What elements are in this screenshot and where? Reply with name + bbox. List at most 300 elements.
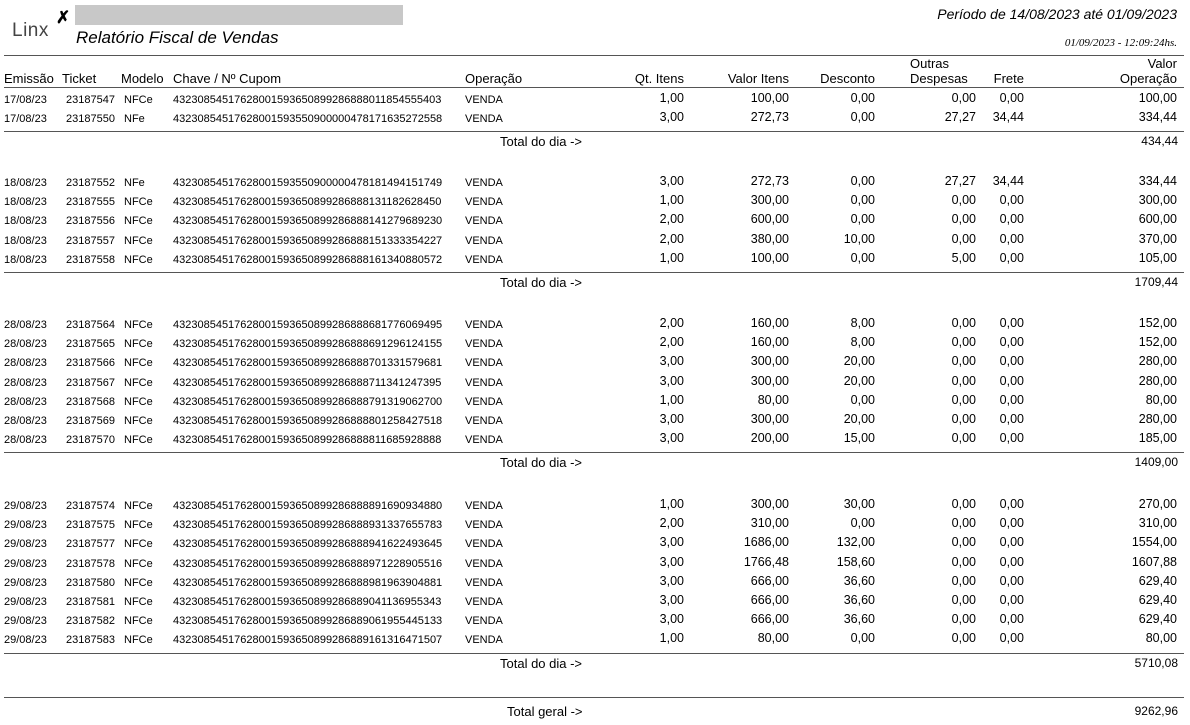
cell-frete: 0,00 (999, 573, 1024, 588)
day-total-rule (4, 452, 1184, 453)
table-row (0, 232, 1190, 251)
cell-outras: 0,00 (951, 573, 976, 588)
cell-qt: 3,00 (659, 431, 684, 446)
cell-valor: 1686,00 (743, 535, 789, 550)
cell-outras: 0,00 (951, 392, 976, 407)
day-total-label: Total do dia -> (500, 455, 583, 471)
cell-operacao: VENDA (465, 376, 503, 389)
cell-ticket: 23187555 (66, 196, 115, 209)
cell-date: 17/08/23 (4, 94, 47, 106)
report-period: Período de 14/08/2023 até 01/09/2023 (937, 6, 1177, 22)
cell-outras: 0,00 (951, 516, 976, 531)
header-bottom-rule (4, 87, 1184, 88)
table-row (0, 574, 1190, 593)
linx-logo (12, 6, 72, 42)
cell-chave: 43230854517628001593650899286888971228905516 (173, 557, 443, 570)
cell-modelo: NFCe (124, 395, 153, 408)
cell-valor_op: 629,40 (1138, 573, 1177, 588)
cell-modelo: NFCe (124, 634, 153, 647)
cell-operacao: VENDA (465, 196, 503, 209)
day-total-value: 1709,44 (1134, 275, 1178, 289)
cell-operacao: VENDA (465, 319, 503, 331)
cell-outras: 0,00 (951, 373, 976, 388)
cell-desconto: 15,00 (843, 431, 875, 446)
cell-frete: 0,00 (999, 612, 1024, 627)
cell-frete: 0,00 (999, 91, 1024, 105)
cell-date: 29/08/23 (4, 538, 47, 551)
cell-date: 28/08/23 (4, 434, 47, 447)
cell-ticket: 23187564 (66, 319, 115, 331)
cell-modelo: NFCe (124, 253, 153, 266)
cell-ticket: 23187547 (66, 94, 115, 106)
grand-total-value: 9262,96 (1134, 704, 1178, 718)
day-total-value: 5710,08 (1134, 655, 1178, 670)
cell-valor: 300,00 (750, 412, 789, 426)
cell-frete: 0,00 (999, 212, 1024, 227)
cell-operacao: VENDA (465, 253, 503, 266)
cell-valor_op: 629,40 (1138, 593, 1177, 607)
table-row (0, 110, 1190, 129)
table-row (0, 335, 1190, 354)
logo-x-mark-icon: ✗ (56, 8, 71, 27)
cell-outras: 27,27 (944, 110, 976, 125)
col-qt-itens: Qt. Itens (634, 71, 684, 86)
cell-frete: 0,00 (999, 392, 1024, 407)
cell-outras: 0,00 (951, 193, 976, 208)
table-row (0, 393, 1190, 412)
cell-ticket: 23187578 (66, 557, 115, 570)
cell-date: 28/08/23 (4, 338, 47, 351)
cell-ticket: 23187574 (66, 500, 115, 512)
cell-chave: 43230854517628001593550900000478181494151749 (173, 177, 443, 189)
cell-frete: 0,00 (999, 593, 1024, 607)
table-row (0, 612, 1190, 631)
cell-outras: 0,00 (951, 412, 976, 426)
col-valor-itens: Valor Itens (727, 71, 789, 86)
day-total-label: Total do dia -> (500, 655, 583, 671)
cell-chave: 43230854517628001593650899286888711341247395 (173, 376, 442, 389)
cell-desconto: 36,60 (843, 612, 875, 627)
cell-operacao: VENDA (465, 500, 503, 512)
cell-valor_op: 280,00 (1138, 354, 1177, 369)
cell-date: 18/08/23 (4, 196, 47, 209)
cell-date: 29/08/23 (4, 634, 47, 647)
cell-date: 28/08/23 (4, 415, 47, 427)
cell-frete: 34,44 (992, 110, 1024, 125)
cell-qt: 1,00 (659, 91, 684, 105)
cell-modelo: NFCe (124, 415, 153, 427)
cell-desconto: 0,00 (850, 91, 875, 105)
cell-frete: 0,00 (999, 535, 1024, 550)
cell-frete: 0,00 (999, 497, 1024, 511)
cell-modelo: NFCe (124, 376, 153, 389)
cell-ticket: 23187580 (66, 576, 115, 589)
cell-chave: 43230854517628001593650899286888801258427518 (173, 415, 443, 427)
cell-ticket: 23187570 (66, 434, 115, 447)
cell-valor: 600,00 (750, 212, 789, 227)
cell-ticket: 23187556 (66, 215, 115, 228)
cell-qt: 3,00 (659, 573, 684, 588)
cell-frete: 0,00 (999, 250, 1024, 265)
cell-valor: 666,00 (750, 573, 789, 588)
cell-chave: 43230854517628001593650899286888681776069495 (173, 319, 443, 331)
cell-valor_op: 152,00 (1138, 335, 1177, 350)
cell-modelo: NFe (124, 177, 145, 189)
cell-frete: 0,00 (999, 431, 1024, 446)
cell-date: 28/08/23 (4, 395, 47, 408)
cell-valor_op: 105,00 (1138, 250, 1177, 265)
cell-outras: 0,00 (951, 593, 976, 607)
cell-modelo: NFCe (124, 434, 153, 447)
cell-ticket: 23187558 (66, 253, 115, 266)
table-row (0, 516, 1190, 535)
cell-frete: 0,00 (999, 516, 1024, 531)
cell-valor_op: 152,00 (1138, 316, 1177, 330)
cell-modelo: NFCe (124, 338, 153, 351)
cell-valor_op: 1554,00 (1131, 535, 1177, 550)
cell-date: 29/08/23 (4, 615, 47, 628)
cell-valor: 300,00 (750, 373, 789, 388)
cell-valor: 160,00 (750, 335, 789, 350)
cell-date: 18/08/23 (4, 177, 47, 189)
cell-chave: 43230854517628001593650899286888941622493645 (173, 538, 443, 551)
cell-valor_op: 80,00 (1145, 631, 1177, 646)
cell-operacao: VENDA (465, 113, 503, 126)
cell-frete: 0,00 (999, 193, 1024, 208)
cell-frete: 0,00 (999, 554, 1024, 569)
cell-chave: 43230854517628001593650899286888151333354227 (173, 234, 443, 247)
cell-ticket: 23187557 (66, 234, 115, 247)
cell-outras: 0,00 (951, 316, 976, 330)
cell-outras: 27,27 (944, 174, 976, 188)
cell-date: 28/08/23 (4, 357, 47, 370)
col-outras-line2: Despesas (910, 71, 968, 86)
cell-modelo: NFCe (124, 576, 153, 589)
cell-chave: 43230854517628001593650899286888811685928888 (173, 434, 442, 447)
cell-qt: 3,00 (659, 174, 684, 188)
cell-modelo: NFe (124, 113, 145, 126)
cell-operacao: VENDA (465, 215, 503, 228)
cell-date: 29/08/23 (4, 500, 47, 512)
cell-desconto: 0,00 (850, 392, 875, 407)
cell-valor: 80,00 (757, 392, 789, 407)
cell-outras: 0,00 (951, 231, 976, 246)
col-chave: Chave / Nº Cupom (173, 71, 282, 86)
cell-modelo: NFCe (124, 538, 153, 551)
cell-ticket: 23187577 (66, 538, 115, 551)
logo-text: Linx (12, 20, 49, 41)
cell-chave: 43230854517628001593650899286888701331579681 (173, 357, 443, 370)
cell-desconto: 36,60 (843, 593, 875, 607)
printed-at: 01/09/2023 - 12:09:24hs. (1064, 37, 1177, 49)
cell-date: 29/08/23 (4, 576, 47, 589)
cell-chave: 43230854517628001593650899286888791319062700 (173, 395, 443, 408)
cell-modelo: NFCe (124, 596, 153, 608)
cell-valor_op: 280,00 (1138, 373, 1177, 388)
cell-ticket: 23187575 (66, 519, 115, 532)
cell-qt: 1,00 (659, 497, 684, 511)
day-total-rule (4, 653, 1184, 654)
cell-operacao: VENDA (465, 94, 503, 106)
cell-desconto: 20,00 (843, 412, 875, 426)
cell-desconto: 20,00 (843, 373, 875, 388)
cell-qt: 3,00 (659, 354, 684, 369)
grand-total-rule (4, 697, 1184, 698)
cell-frete: 0,00 (999, 231, 1024, 246)
table-row (0, 354, 1190, 373)
cell-operacao: VENDA (465, 519, 503, 532)
cell-ticket: 23187552 (66, 177, 115, 189)
day-total-value: 434,44 (1141, 134, 1178, 149)
cell-frete: 0,00 (999, 354, 1024, 369)
cell-date: 18/08/23 (4, 234, 47, 247)
cell-outras: 0,00 (951, 335, 976, 350)
table-row (0, 193, 1190, 212)
cell-qt: 2,00 (659, 231, 684, 246)
cell-valor: 272,73 (750, 110, 789, 125)
table-row (0, 412, 1190, 431)
table-row (0, 374, 1190, 393)
cell-valor: 666,00 (750, 593, 789, 607)
cell-qt: 2,00 (659, 316, 684, 330)
redacted-company-name (75, 5, 403, 25)
cell-modelo: NFCe (124, 357, 153, 370)
table-row (0, 174, 1190, 193)
table-row (0, 631, 1190, 650)
cell-modelo: NFCe (124, 615, 153, 628)
cell-operacao: VENDA (465, 576, 503, 589)
col-operacao: Operação (465, 71, 523, 86)
cell-chave: 43230854517628001593650899286889041136955343 (173, 596, 442, 608)
table-row (0, 212, 1190, 231)
cell-valor: 300,00 (750, 354, 789, 369)
cell-valor: 272,73 (750, 174, 789, 188)
cell-qt: 2,00 (659, 212, 684, 227)
cell-desconto: 0,00 (850, 174, 875, 188)
cell-qt: 1,00 (659, 631, 684, 646)
cell-chave: 43230854517628001593650899286888161340880572 (173, 253, 443, 266)
day-total-value: 1409,00 (1134, 455, 1178, 470)
cell-chave: 43230854517628001593650899286888011854555403 (173, 94, 442, 106)
cell-operacao: VENDA (465, 234, 503, 247)
cell-modelo: NFCe (124, 215, 153, 228)
cell-qt: 1,00 (659, 193, 684, 208)
cell-qt: 3,00 (659, 110, 684, 125)
cell-outras: 0,00 (951, 91, 976, 105)
cell-ticket: 23187569 (66, 415, 115, 427)
cell-valor: 300,00 (750, 193, 789, 208)
cell-operacao: VENDA (465, 634, 503, 647)
cell-outras: 0,00 (951, 431, 976, 446)
cell-operacao: VENDA (465, 557, 503, 570)
cell-operacao: VENDA (465, 338, 503, 351)
cell-qt: 1,00 (659, 250, 684, 265)
day-total-label: Total do dia -> (500, 275, 583, 290)
table-row (0, 251, 1190, 270)
cell-frete: 0,00 (999, 631, 1024, 646)
cell-modelo: NFCe (124, 500, 153, 512)
cell-ticket: 23187567 (66, 376, 115, 389)
cell-valor: 310,00 (750, 516, 789, 531)
cell-valor: 200,00 (750, 431, 789, 446)
cell-qt: 3,00 (659, 593, 684, 607)
cell-date: 29/08/23 (4, 557, 47, 570)
cell-valor_op: 629,40 (1138, 612, 1177, 627)
cell-modelo: NFCe (124, 94, 153, 106)
cell-valor_op: 100,00 (1138, 91, 1177, 105)
cell-qt: 1,00 (659, 392, 684, 407)
col-outras-line1: Outras (910, 56, 950, 71)
cell-qt: 2,00 (659, 516, 684, 531)
cell-desconto: 20,00 (843, 354, 875, 369)
cell-outras: 0,00 (951, 535, 976, 550)
cell-desconto: 8,00 (850, 335, 875, 350)
cell-valor: 100,00 (750, 91, 789, 105)
cell-outras: 0,00 (951, 612, 976, 627)
cell-operacao: VENDA (465, 395, 503, 408)
cell-valor: 160,00 (750, 316, 789, 330)
cell-outras: 5,00 (951, 250, 976, 265)
day-total-rule (4, 272, 1184, 273)
cell-operacao: VENDA (465, 177, 503, 189)
cell-qt: 3,00 (659, 612, 684, 627)
cell-chave: 43230854517628001593650899286889161316471507 (173, 634, 443, 647)
cell-ticket: 23187565 (66, 338, 115, 351)
col-ticket: Ticket (62, 71, 97, 86)
cell-operacao: VENDA (465, 615, 503, 628)
cell-qt: 3,00 (659, 535, 684, 550)
cell-valor: 666,00 (750, 612, 789, 627)
cell-valor_op: 80,00 (1145, 392, 1177, 407)
col-emissao: Emissão (4, 71, 54, 86)
table-row (0, 431, 1190, 450)
cell-desconto: 158,60 (836, 554, 875, 569)
col-valor-op-line2: Operação (1119, 71, 1177, 86)
cell-ticket: 23187581 (66, 596, 115, 608)
table-row (0, 91, 1190, 110)
cell-outras: 0,00 (951, 631, 976, 646)
cell-date: 29/08/23 (4, 519, 47, 532)
cell-desconto: 0,00 (850, 193, 875, 208)
cell-frete: 0,00 (999, 316, 1024, 330)
cell-chave: 43230854517628001593650899286888141279689230 (173, 215, 443, 228)
cell-modelo: NFCe (124, 319, 153, 331)
cell-outras: 0,00 (951, 354, 976, 369)
table-row (0, 497, 1190, 516)
cell-valor_op: 310,00 (1138, 516, 1177, 531)
cell-valor_op: 280,00 (1138, 412, 1177, 426)
cell-desconto: 36,60 (843, 573, 875, 588)
cell-frete: 0,00 (999, 373, 1024, 388)
table-row (0, 535, 1190, 554)
col-modelo: Modelo (121, 71, 164, 86)
cell-ticket: 23187550 (66, 113, 115, 126)
cell-valor_op: 1607,88 (1131, 554, 1177, 569)
cell-valor: 1766,48 (743, 554, 789, 569)
table-row (0, 316, 1190, 335)
cell-modelo: NFCe (124, 519, 153, 532)
cell-valor: 300,00 (750, 497, 789, 511)
cell-desconto: 132,00 (836, 535, 875, 550)
cell-operacao: VENDA (465, 415, 503, 427)
cell-desconto: 10,00 (843, 231, 875, 246)
cell-modelo: NFCe (124, 557, 153, 570)
cell-qt: 2,00 (659, 335, 684, 350)
cell-frete: 0,00 (999, 412, 1024, 426)
cell-date: 17/08/23 (4, 113, 47, 126)
cell-desconto: 30,00 (843, 497, 875, 511)
cell-frete: 34,44 (992, 174, 1024, 188)
cell-chave: 43230854517628001593650899286888891690934880 (173, 500, 443, 512)
cell-valor_op: 270,00 (1138, 497, 1177, 511)
cell-valor: 80,00 (757, 631, 789, 646)
cell-desconto: 0,00 (850, 250, 875, 265)
cell-valor_op: 185,00 (1138, 431, 1177, 446)
cell-outras: 0,00 (951, 554, 976, 569)
cell-ticket: 23187568 (66, 395, 115, 408)
col-desconto: Desconto (820, 71, 875, 86)
cell-valor: 380,00 (750, 231, 789, 246)
cell-chave: 43230854517628001593550900000478171635272558 (173, 113, 443, 126)
report-title: Relatório Fiscal de Vendas (76, 28, 279, 47)
cell-valor_op: 334,44 (1138, 174, 1177, 188)
cell-desconto: 0,00 (850, 212, 875, 227)
cell-chave: 43230854517628001593650899286889061955445133 (173, 615, 443, 628)
cell-chave: 43230854517628001593650899286888981963904881 (173, 576, 443, 589)
cell-operacao: VENDA (465, 434, 503, 447)
cell-valor: 100,00 (750, 250, 789, 265)
cell-desconto: 0,00 (850, 631, 875, 646)
cell-valor_op: 370,00 (1138, 231, 1177, 246)
cell-modelo: NFCe (124, 234, 153, 247)
grand-total-label: Total geral -> (507, 704, 583, 719)
cell-date: 29/08/23 (4, 596, 47, 608)
cell-date: 18/08/23 (4, 253, 47, 266)
cell-modelo: NFCe (124, 196, 153, 209)
cell-valor_op: 600,00 (1138, 212, 1177, 227)
cell-operacao: VENDA (465, 538, 503, 551)
cell-operacao: VENDA (465, 357, 503, 370)
cell-desconto: 0,00 (850, 110, 875, 125)
cell-qt: 3,00 (659, 373, 684, 388)
cell-desconto: 0,00 (850, 516, 875, 531)
day-total-rule (4, 131, 1184, 132)
cell-ticket: 23187582 (66, 615, 115, 628)
cell-qt: 3,00 (659, 412, 684, 426)
cell-outras: 0,00 (951, 212, 976, 227)
cell-operacao: VENDA (465, 596, 503, 608)
cell-chave: 43230854517628001593650899286888691296124155 (173, 338, 443, 351)
cell-qt: 3,00 (659, 554, 684, 569)
cell-desconto: 8,00 (850, 316, 875, 330)
cell-chave: 43230854517628001593650899286888131182628450 (173, 196, 442, 209)
col-valor-op-line1: Valor (1147, 56, 1177, 71)
table-row (0, 555, 1190, 574)
day-total-label: Total do dia -> (500, 134, 583, 150)
cell-outras: 0,00 (951, 497, 976, 511)
cell-valor_op: 334,44 (1138, 110, 1177, 125)
header-top-rule (4, 55, 1184, 56)
cell-frete: 0,00 (999, 335, 1024, 350)
table-row (0, 593, 1190, 612)
cell-date: 28/08/23 (4, 376, 47, 389)
cell-chave: 43230854517628001593650899286888931337655783 (173, 519, 443, 532)
cell-date: 18/08/23 (4, 215, 47, 228)
cell-valor_op: 300,00 (1138, 193, 1177, 208)
cell-ticket: 23187583 (66, 634, 115, 647)
col-frete: Frete (993, 71, 1024, 86)
cell-date: 28/08/23 (4, 319, 47, 331)
